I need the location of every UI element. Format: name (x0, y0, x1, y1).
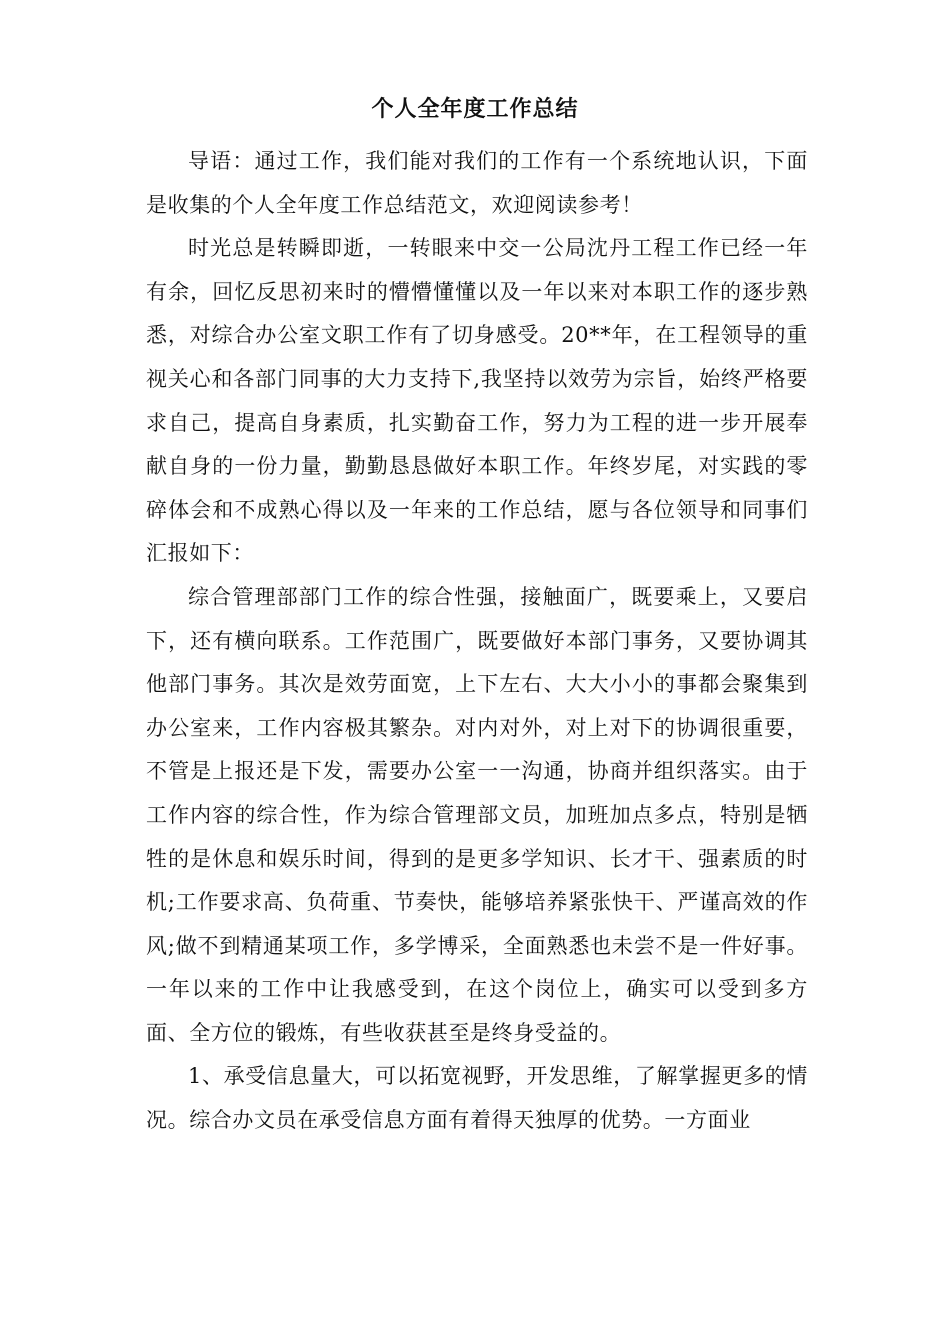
paragraph-intro: 导语：通过工作，我们能对我们的工作有一个系统地认识，下面是收集的个人全年度工作总结范文，欢迎阅读参考！ (146, 149, 808, 217)
document-title: 个人全年度工作总结 (371, 97, 579, 122)
paragraph-department: 综合管理部部门工作的综合性强，接触面广，既要乘上，又要启下，还有横向联系。工作范围广，既要做好本部门事务，又要协调其他部门事务。其次是效劳面宽，上下左右、大大小小的事都会聚集到办公室来，工作内容极其繁杂。对内对外，对上对下的协调很重要，不管是上报还是下发，需要办公室一一沟通，协商并组织落实。由于工作内容的综合性，作为综合管理部文员，加班加点多点，特别是牺牲的是休息和娱乐时间，得到的是更多学知识、长才干、强素质的时机;工作要求高、负荷重、节奏快，能够培养紧张快干、严谨高效的作风;做不到精通某项工作，多学博采，全面熟悉也未尝不是一件好事。一年以来的工作中让我感受到，在这个岗位上，确实可以受到多方面、全方位的锻炼，有些收获甚至是终身受益的。 (146, 584, 808, 1045)
document-body (146, 140, 808, 1143)
paragraph-point-1: 1、承受信息量大，可以拓宽视野，开发思维，了解掌握更多的情况。综合办文员在承受信息方面有着得天独厚的优势。一方面业 (146, 1064, 808, 1133)
paragraph-opening: 时光总是转瞬即逝，一转眼来中交一公局沈丹工程工作已经一年有余，回忆反思初来时的懵懵懂懂以及一年以来对本职工作的逐步熟悉，对综合办公室文职工作有了切身感受。20**年，在工程领导的重视关心和各部门同事的大力支持下,我坚持以效劳为宗旨，始终严格要求自己，提高自身素质，扎实勤奋工作，努力为工程的进一步开展奉献自身的一份力量，勤勤恳恳做好本职工作。年终岁尾，对实践的零碎体会和不成熟心得以及一年来的工作总结，愿与各位领导和同事们汇报如下： (146, 236, 808, 566)
